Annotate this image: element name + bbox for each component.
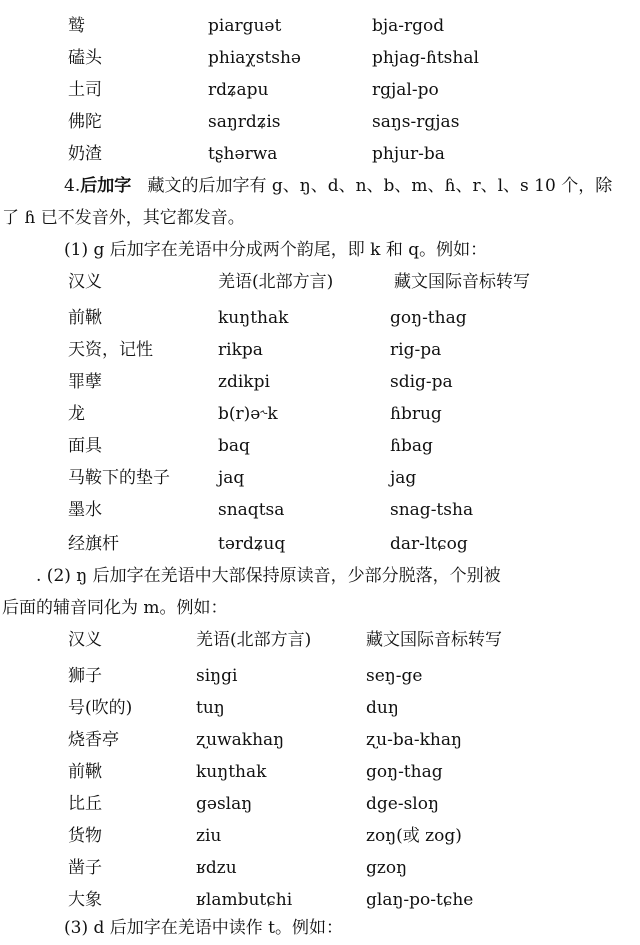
qiang-form: snaqtsa	[218, 500, 285, 520]
qiang-form: b(r)ə˞k	[218, 404, 278, 424]
qiang-form: ʁdzu	[196, 858, 237, 878]
qiang-form: siŋgi	[196, 666, 238, 686]
qiang-form: kuŋthak	[196, 762, 267, 782]
tibetan-form: snag-tsha	[390, 500, 474, 520]
qiang-form: kuŋthak	[218, 308, 289, 328]
chinese-meaning: 磕头	[68, 48, 102, 68]
section-4-line-1	[64, 170, 612, 202]
tibetan-form: gzoŋ	[366, 858, 408, 878]
qiang-form: rikpa	[218, 340, 263, 360]
chinese-meaning: 前鞦	[68, 762, 102, 782]
qiang-form: baq	[218, 436, 250, 456]
chinese-meaning: 狮子	[68, 666, 102, 686]
sub2-intro-line-2: 后面的辅音同化为 m。例如：	[2, 598, 228, 618]
qiang-form: rdʑapu	[208, 80, 269, 100]
table-row	[0, 138, 640, 170]
section-title: 后加字	[80, 176, 132, 196]
chinese-meaning: 土司	[68, 80, 102, 100]
tibetan-form: ɦbag	[390, 436, 433, 456]
table-row	[0, 788, 640, 820]
tibetan-form: goŋ-thag	[390, 308, 467, 328]
qiang-form: phiaχstshə	[208, 48, 301, 68]
table-row	[0, 462, 640, 494]
qiang-form: tərdʑuq	[218, 534, 286, 554]
table-row	[0, 106, 640, 138]
chinese-meaning: 经旗杆	[68, 534, 119, 554]
table-header-row	[0, 266, 640, 298]
tibetan-form: zoŋ(或 zog)	[366, 826, 462, 846]
sub1-intro: (1) g 后加字在羌语中分成两个韵尾，即 k 和 q。例如：	[64, 240, 488, 260]
tibetan-form: ʐu-ba-khaŋ	[366, 730, 462, 750]
qiang-form: tuŋ	[196, 698, 225, 718]
chinese-meaning: 号(吹的)	[68, 698, 133, 718]
tibetan-form: seŋ-ge	[366, 666, 423, 686]
table-row	[0, 528, 640, 560]
tibetan-form: ɦbrug	[390, 404, 442, 424]
table-row	[0, 430, 640, 462]
tibetan-form: dar-ltɕog	[390, 534, 468, 554]
chinese-meaning: 面具	[68, 436, 102, 456]
sub2-intro-line-1: . (2) ŋ 后加字在羌语中大部保持原读音，少部分脱落，个别被	[36, 566, 501, 586]
header-chinese: 汉义	[68, 272, 102, 292]
chinese-meaning: 马鞍下的垫子	[68, 468, 170, 488]
table-row	[0, 366, 640, 398]
tibetan-form: duŋ	[366, 698, 399, 718]
tibetan-form: bja-rgod	[372, 16, 445, 36]
section-4-line-2: 了 ɦ 已不发音外，其它都发音。	[2, 208, 245, 228]
table-row	[0, 820, 640, 852]
table-row	[0, 42, 640, 74]
section-text: 藏文的后加字有 g、ŋ、d、n、b、m、ɦ、r、l、s 10 个，除	[147, 176, 613, 196]
tibetan-form: goŋ-thag	[366, 762, 443, 782]
table-row	[0, 398, 640, 430]
tibetan-form: glaŋ-po-tɕhe	[366, 890, 474, 910]
header-tibetan: 藏文国际音标转写	[394, 272, 530, 292]
chinese-meaning: 大象	[68, 890, 102, 910]
chinese-meaning: 天资，记性	[68, 340, 153, 360]
chinese-meaning: 烧香亭	[68, 730, 119, 750]
qiang-form: ʐuwakhaŋ	[196, 730, 285, 750]
tibetan-form: phjag-ɦtshal	[372, 48, 479, 68]
chinese-meaning: 凿子	[68, 858, 102, 878]
chinese-meaning: 墨水	[68, 500, 102, 520]
chinese-meaning: 比丘	[68, 794, 102, 814]
header-qiang: 羌语(北部方言)	[218, 272, 334, 292]
chinese-meaning: 佛陀	[68, 112, 102, 132]
chinese-meaning: 前鞦	[68, 308, 102, 328]
qiang-form: zdikpi	[218, 372, 270, 392]
chinese-meaning: 罪孽	[68, 372, 102, 392]
table-row	[0, 724, 640, 756]
tibetan-form: dge-sloŋ	[366, 794, 439, 814]
table-row	[0, 74, 640, 106]
table-row	[0, 852, 640, 884]
qiang-form: tʂhərwa	[208, 144, 278, 164]
tibetan-form: saŋs-rgjas	[372, 112, 460, 132]
header-chinese: 汉义	[68, 630, 102, 650]
chinese-meaning: 鹫	[68, 16, 85, 36]
chinese-meaning: 龙	[68, 404, 85, 424]
chinese-meaning: 货物	[68, 826, 102, 846]
qiang-form: ziu	[196, 826, 222, 846]
tibetan-form: sdig-pa	[390, 372, 453, 392]
table-row	[0, 334, 640, 366]
qiang-form: piarguət	[208, 16, 282, 36]
table-row	[0, 692, 640, 724]
header-tibetan: 藏文国际音标转写	[366, 630, 502, 650]
tibetan-form: rgjal-po	[372, 80, 439, 100]
qiang-form: ʁlambutɕhi	[196, 890, 293, 910]
header-qiang: 羌语(北部方言)	[196, 630, 312, 650]
section-number: 4.	[64, 176, 81, 196]
table-header-row	[0, 624, 640, 656]
qiang-form: jaq	[218, 468, 245, 488]
table-row	[0, 756, 640, 788]
tibetan-form: jag	[390, 468, 417, 488]
table-row	[0, 660, 640, 692]
tibetan-form: rig-pa	[390, 340, 442, 360]
sub3-intro: (3) d 后加字在羌语中读作 t。例如：	[64, 918, 344, 938]
tibetan-form: phjur-ba	[372, 144, 445, 164]
table-row	[0, 10, 640, 42]
table-row	[0, 302, 640, 334]
qiang-form: gəslaŋ	[196, 794, 253, 814]
table-row	[0, 494, 640, 526]
qiang-form: saŋrdʑis	[208, 112, 281, 132]
chinese-meaning: 奶渣	[68, 144, 102, 164]
